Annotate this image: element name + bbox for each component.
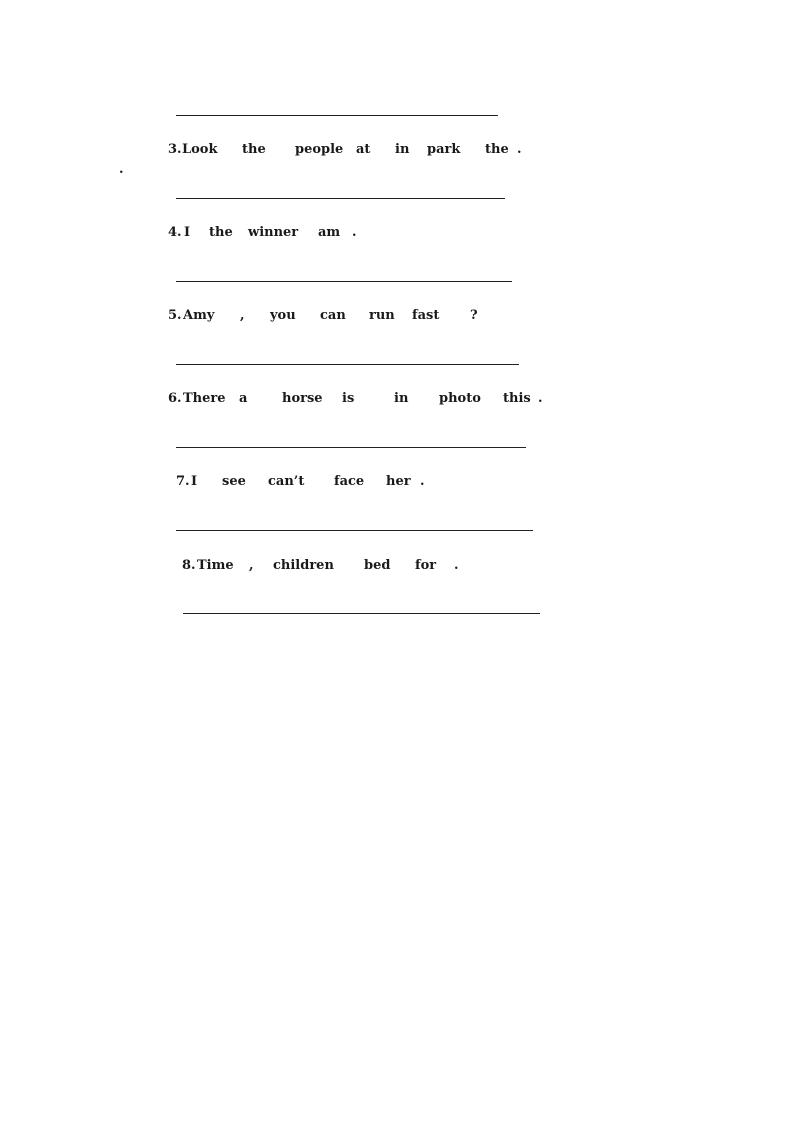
word-tile: the — [242, 142, 266, 157]
question-number: 5. — [168, 308, 182, 323]
word-tile: fast — [412, 308, 440, 323]
question-number: 8. — [182, 558, 196, 573]
question-number: 6. — [168, 391, 182, 406]
word-tile: people — [295, 142, 344, 157]
word-tile: in — [394, 391, 409, 406]
word-tile: a — [239, 391, 248, 406]
word-tile: face — [334, 474, 365, 489]
word-tile: I — [191, 474, 198, 489]
word-tile: , — [249, 558, 254, 573]
question-number: 7. — [176, 474, 190, 489]
word-tile: . — [517, 142, 522, 157]
stray-mark: . — [119, 162, 124, 177]
word-tile: Amy — [183, 308, 215, 323]
word-tile: am — [318, 225, 341, 240]
question-number: 4. — [168, 225, 182, 240]
word-tile: bed — [364, 558, 391, 573]
word-tile: can — [320, 308, 346, 323]
word-tile: winner — [248, 225, 299, 240]
word-tile: the — [209, 225, 233, 240]
word-tile: I — [184, 225, 191, 240]
question-7 — [176, 472, 436, 492]
question-4 — [168, 223, 368, 243]
word-tile: . — [352, 225, 357, 240]
answer-line[interactable] — [176, 198, 505, 199]
word-tile: run — [369, 308, 395, 323]
word-tile: horse — [282, 391, 323, 406]
question-6 — [168, 389, 548, 409]
answer-line[interactable] — [183, 613, 540, 614]
word-tile: this — [503, 391, 531, 406]
word-tile: in — [395, 142, 410, 157]
word-tile: park — [427, 142, 461, 157]
word-tile: Look — [182, 142, 218, 157]
word-tile: , — [240, 308, 245, 323]
word-tile: children — [273, 558, 334, 573]
question-8 — [182, 556, 472, 576]
word-tile: . — [454, 558, 459, 573]
word-tile: for — [415, 558, 437, 573]
word-tile: see — [222, 474, 246, 489]
word-tile: photo — [439, 391, 481, 406]
question-3 — [168, 140, 528, 160]
word-tile: the — [485, 142, 509, 157]
answer-line[interactable] — [176, 447, 526, 448]
answer-line[interactable] — [176, 364, 519, 365]
word-tile: you — [270, 308, 296, 323]
question-5 — [168, 306, 488, 326]
answer-line[interactable] — [176, 115, 498, 116]
word-tile: is — [342, 391, 355, 406]
word-tile: . — [538, 391, 543, 406]
word-tile: her — [386, 474, 411, 489]
answer-line[interactable] — [176, 530, 533, 531]
word-tile: at — [356, 142, 371, 157]
word-tile: . — [420, 474, 425, 489]
word-tile: Time — [197, 558, 234, 573]
word-tile: There — [183, 391, 226, 406]
answer-line[interactable] — [176, 281, 512, 282]
question-number: 3. — [168, 142, 182, 157]
word-tile: can’t — [268, 474, 305, 489]
word-tile: ? — [470, 308, 478, 323]
